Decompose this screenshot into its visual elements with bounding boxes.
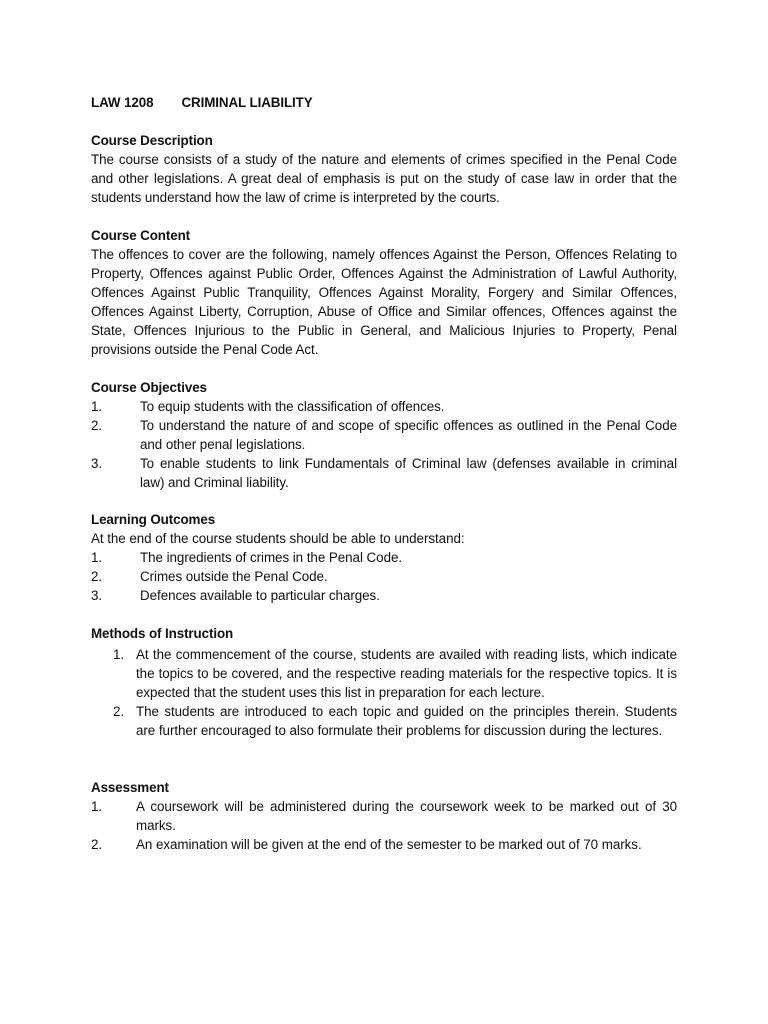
- list-item: [91, 548, 677, 567]
- list-item: [91, 567, 677, 586]
- methods-of-instruction-section: [91, 624, 677, 740]
- course-content-heading: Course Content: [91, 228, 191, 243]
- list-item: [91, 797, 677, 835]
- list-item: [91, 416, 677, 454]
- list-item-text: The ingredients of crimes in the Penal Code.: [140, 550, 403, 565]
- course-description-section: [91, 131, 677, 207]
- assessment-list: [91, 797, 677, 854]
- assessment-heading: Assessment: [91, 780, 169, 795]
- list-item-text: To understand the nature of and scope of specific offences as outlined in the Penal Code and other penal legislations.: [140, 418, 677, 452]
- list-item-text: At the commencement of the course, students are availed with reading lists, which indicate the topics to be covered, and the respective reading materials for the respective topics. It is expected that the student uses this list in preparation for each lecture.: [136, 647, 677, 700]
- list-item: [91, 586, 677, 605]
- list-number: 2.: [91, 418, 103, 433]
- learning-outcomes-heading: Learning Outcomes: [91, 512, 216, 527]
- list-number: 1.: [91, 799, 103, 814]
- methods-of-instruction-heading: Methods of Instruction: [91, 626, 234, 641]
- list-number: 3.: [91, 588, 103, 603]
- list-item-text: To equip students with the classification of offences.: [140, 399, 445, 414]
- list-number: 3.: [91, 456, 103, 471]
- list-item-text: A coursework will be administered during the coursework week to be marked out of 30 marks.: [136, 799, 677, 833]
- course-content-section: [91, 226, 677, 359]
- list-number: 1.: [91, 399, 103, 414]
- list-item: [91, 835, 677, 854]
- list-item-text: Defences available to particular charges.: [140, 588, 380, 603]
- list-item-text: The students are introduced to each topic and guided on the principles therein. Students are further encouraged to also formulate their problems for discussion during the lectures.: [136, 704, 677, 738]
- course-description-heading: Course Description: [91, 133, 213, 148]
- methods-list: [91, 645, 677, 740]
- list-item-text: To enable students to link Fundamentals of Criminal law (defenses available in criminal law) and Criminal liability.: [140, 456, 677, 490]
- outcomes-list: [91, 548, 677, 605]
- list-item: [91, 397, 677, 416]
- list-item-text: Crimes outside the Penal Code.: [140, 569, 328, 584]
- list-item: [91, 454, 677, 492]
- list-number: 2.: [91, 837, 103, 852]
- course-content-text: The offences to cover are the following, namely offences Against the Person, Offences Relating to Property, Offences against Public Order, Offences Against the Administration of Lawful Authority, Offences Against Public Tranquility, Offences Against Morality, Forgery and Similar Offences, Offences Against Liberty, Corruption, Abuse of Office and Similar offences, Offences against the State, Offences Injurious to the Public in General, and Malicious Injuries to Property, Penal provisions outside the Penal Code Act.: [91, 247, 677, 357]
- list-item: [91, 702, 677, 740]
- list-number: 2.: [91, 569, 103, 584]
- list-number: 2.: [113, 704, 125, 719]
- assessment-section: [91, 778, 677, 854]
- learning-outcomes-intro: At the end of the course students should be able to understand:: [91, 531, 465, 546]
- list-item: [91, 645, 677, 702]
- course-description-text: The course consists of a study of the nature and elements of crimes specified in the Penal Code and other legislations. A great deal of emphasis is put on the study of case law in order that the students understand how the law of crime is interpreted by the courts.: [91, 152, 677, 205]
- course-objectives-heading: Course Objectives: [91, 380, 207, 395]
- learning-outcomes-section: [91, 510, 677, 605]
- objectives-list: [91, 397, 677, 492]
- list-number: 1.: [91, 550, 103, 565]
- course-code: LAW 1208: [91, 95, 154, 110]
- list-number: 1.: [113, 647, 125, 662]
- list-item-text: An examination will be given at the end of the semester to be marked out of 70 marks.: [136, 837, 642, 852]
- course-name: CRIMINAL LIABILITY: [181, 95, 313, 110]
- course-objectives-section: [91, 378, 677, 492]
- course-title: [91, 93, 313, 112]
